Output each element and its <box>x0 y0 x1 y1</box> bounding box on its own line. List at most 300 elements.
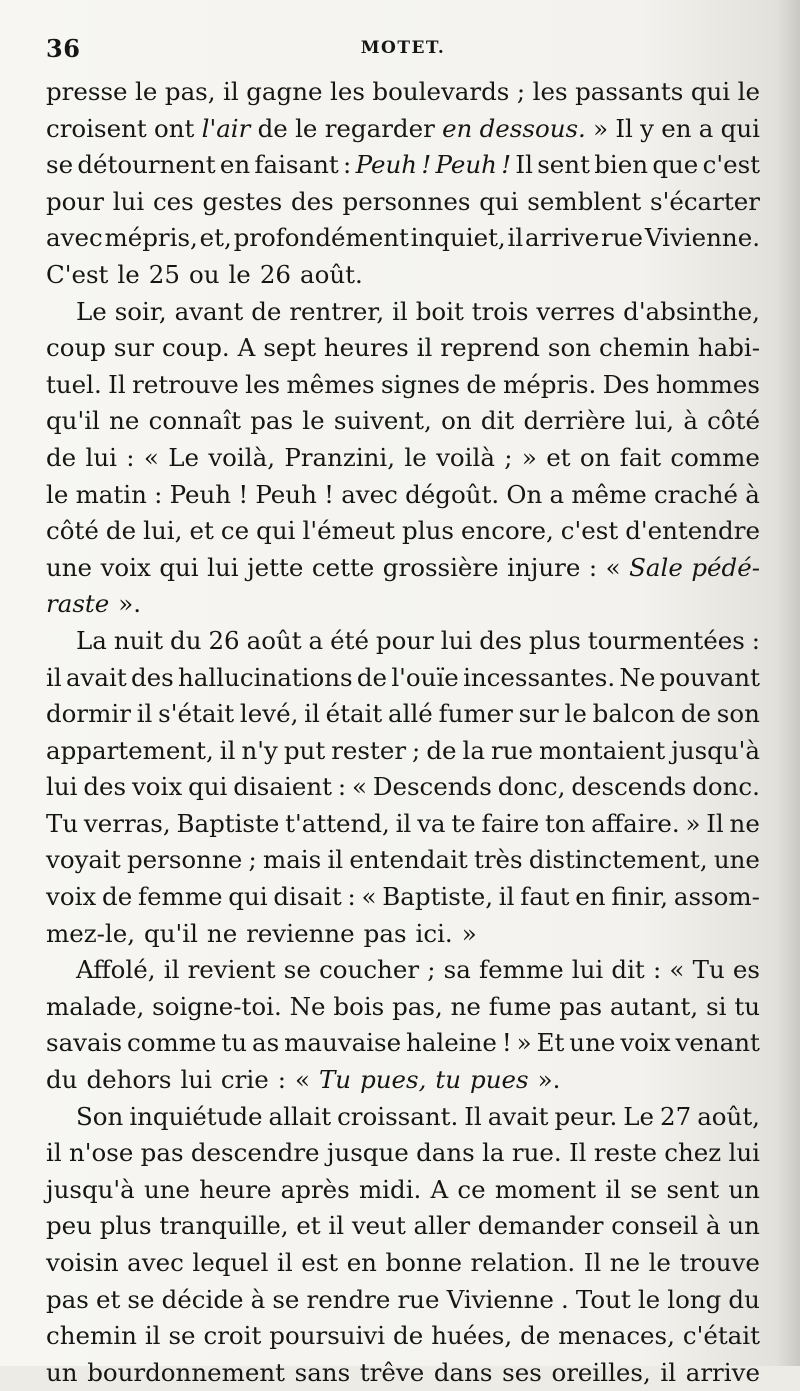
word: tranquille, <box>159 1211 289 1241</box>
word: trouve <box>679 1248 760 1277</box>
word: plus <box>402 516 454 546</box>
word: Baptiste <box>176 808 280 838</box>
word: pas <box>140 1138 184 1168</box>
word: rentrer, <box>289 296 385 326</box>
word: Et <box>536 1028 565 1058</box>
word: verres <box>536 296 616 326</box>
word: il <box>219 735 236 765</box>
word: rue <box>397 1284 440 1314</box>
word: qu'il <box>46 406 100 436</box>
word: croissant. <box>337 1101 459 1131</box>
word: sur <box>113 333 154 363</box>
word: dans <box>433 1357 493 1387</box>
word: qui <box>228 882 268 912</box>
word: allé <box>388 699 433 729</box>
text-line <box>46 1355 760 1391</box>
word: bonne <box>385 1248 462 1277</box>
word: et, <box>199 223 232 253</box>
word: rue <box>601 223 644 253</box>
word: l'air <box>201 113 251 143</box>
word: allait <box>268 1101 332 1131</box>
word: dessous. <box>479 113 586 143</box>
word: le <box>295 113 318 143</box>
word: nuit <box>113 625 164 655</box>
word: peur. <box>554 1101 618 1131</box>
word: le <box>648 1248 671 1277</box>
word: dit <box>480 406 515 436</box>
word: hommes <box>655 369 760 399</box>
word: le <box>117 259 140 289</box>
word: poursuivi <box>269 1321 386 1351</box>
word: est <box>301 1248 339 1277</box>
word: long <box>667 1284 722 1314</box>
word: mépris. <box>502 369 597 399</box>
word: Le <box>623 1101 655 1131</box>
word: arrive <box>685 1357 760 1387</box>
word: donc. <box>692 772 760 802</box>
word: ici. <box>415 918 453 948</box>
word: des <box>291 186 334 216</box>
word: n'ose <box>69 1138 134 1168</box>
word: il <box>507 223 524 253</box>
text-line <box>46 1062 760 1099</box>
word: des <box>479 625 522 655</box>
word: en <box>219 150 251 180</box>
word: le <box>46 479 69 509</box>
text-line <box>46 330 760 367</box>
text-line <box>46 74 760 111</box>
text-line <box>46 842 760 879</box>
word: : <box>337 772 347 802</box>
word: sent <box>537 150 590 180</box>
word: c'est <box>560 516 619 546</box>
word: Tout <box>575 1284 631 1314</box>
word: même <box>571 479 647 509</box>
word: Il <box>583 1248 602 1277</box>
word: a <box>308 625 324 655</box>
word: ne <box>450 991 481 1021</box>
word: du <box>170 625 202 655</box>
word: s'était <box>158 699 235 729</box>
word: autant, <box>609 991 699 1021</box>
word: Il <box>108 369 126 399</box>
word: de <box>680 699 712 729</box>
word: les <box>329 77 365 106</box>
text-line <box>46 1245 760 1282</box>
word: avec <box>127 1248 184 1277</box>
word: » <box>516 1028 532 1058</box>
word: gagne <box>246 77 323 106</box>
word: descendre <box>190 1138 320 1168</box>
word: pues <box>470 1065 529 1095</box>
word: ! <box>421 150 432 180</box>
word: ou <box>188 259 220 289</box>
word: de <box>356 662 388 692</box>
word: venant <box>675 1028 760 1058</box>
word: ce <box>220 516 250 546</box>
word: femme <box>479 955 564 985</box>
word: « <box>351 772 367 802</box>
word: . <box>561 1284 569 1314</box>
word: heures <box>323 333 409 363</box>
word: A <box>237 333 256 363</box>
word: se <box>168 1321 196 1351</box>
text-line <box>46 623 760 660</box>
word: été <box>330 625 369 655</box>
word: Il <box>515 150 533 180</box>
word: moment <box>494 1174 597 1204</box>
word: voix <box>620 1028 671 1058</box>
word: ne <box>206 918 238 948</box>
word: pas <box>250 406 294 436</box>
word: les <box>532 77 568 106</box>
word: haleine <box>406 1028 497 1058</box>
text-line <box>46 220 760 257</box>
word: faire <box>481 808 540 838</box>
word: descends <box>571 772 687 802</box>
word: mauvaise <box>284 1028 402 1058</box>
word: se <box>46 150 74 180</box>
word: raste <box>46 589 110 619</box>
word: coup <box>46 333 106 363</box>
word: s'écarter <box>650 186 760 216</box>
word: entendait <box>349 845 468 875</box>
word: grossière <box>382 552 499 582</box>
word: croisent <box>46 113 147 143</box>
word: une <box>46 552 93 582</box>
word: ; <box>248 845 257 875</box>
word: dormir <box>46 699 131 729</box>
word: rue <box>491 735 533 765</box>
word: du <box>728 1284 760 1314</box>
word: bois <box>333 991 385 1021</box>
word: presse <box>46 77 128 106</box>
word: dans <box>416 1138 475 1168</box>
word: ». <box>118 589 142 619</box>
word: distinctement, <box>528 845 708 875</box>
word: 26 <box>259 259 291 289</box>
word: il <box>392 296 408 326</box>
word: a <box>698 113 714 143</box>
word: pas <box>363 918 407 948</box>
word: il <box>144 1321 161 1351</box>
word: son <box>547 333 592 363</box>
word: malade, <box>46 991 145 1021</box>
word: Peuh <box>169 479 232 509</box>
text-line <box>46 440 760 477</box>
word: du <box>46 1065 78 1095</box>
word: se <box>283 955 311 985</box>
word: il <box>416 333 433 363</box>
word: Le <box>76 296 107 326</box>
word: voix <box>131 772 183 802</box>
word: en <box>442 113 473 143</box>
word: le <box>228 259 251 289</box>
word: » <box>685 808 701 838</box>
word: son <box>716 699 760 729</box>
word: le <box>737 77 760 106</box>
word: en <box>575 882 606 912</box>
word: un <box>728 1174 760 1204</box>
word: qui <box>256 516 296 546</box>
word: lui <box>112 186 145 216</box>
word: conseil <box>611 1211 699 1241</box>
word: y <box>640 113 654 143</box>
word: » <box>593 113 609 143</box>
word: bourdonnement <box>87 1357 285 1387</box>
word: Descends <box>372 772 492 802</box>
word: revienne <box>246 918 355 948</box>
word: chez <box>664 1138 722 1168</box>
word: passants <box>575 77 684 106</box>
word: connaît <box>148 406 241 436</box>
word: a <box>549 479 565 509</box>
word: donc, <box>497 772 566 802</box>
text-line <box>46 1282 760 1319</box>
word: jusqu'à <box>46 1174 135 1204</box>
text-line <box>46 477 760 514</box>
text-line <box>46 660 760 697</box>
word: voisin <box>46 1248 119 1277</box>
word: dégoût. <box>405 479 500 509</box>
word: « <box>669 955 685 985</box>
word: sans <box>294 1357 351 1387</box>
word: heure <box>199 1174 272 1204</box>
word: un <box>46 1357 78 1387</box>
word: Baptiste, <box>382 882 493 912</box>
word: le <box>135 77 158 106</box>
word: verras, <box>83 808 171 838</box>
word: ce <box>457 1174 486 1204</box>
word: c'était <box>682 1321 760 1351</box>
word: retrouve <box>132 369 239 399</box>
word: profondément <box>233 223 409 253</box>
text-line <box>46 1172 760 1209</box>
word: de <box>46 442 77 472</box>
word: Peuh <box>355 150 418 180</box>
word: coucher <box>319 955 420 985</box>
word: Il <box>464 1101 482 1131</box>
word: ! <box>501 1028 512 1058</box>
word: n'y <box>241 735 278 765</box>
word: Vivienne <box>446 1284 554 1314</box>
word: disaient <box>233 772 332 802</box>
word: qu'il <box>144 918 198 948</box>
word: faisant <box>254 150 339 180</box>
word: rendre <box>306 1284 391 1314</box>
text-line <box>46 696 760 733</box>
word: gestes <box>202 186 283 216</box>
word: l'ouïe <box>391 662 459 692</box>
word: avec <box>46 223 103 253</box>
word: pas <box>46 1284 89 1314</box>
word: plus <box>99 1211 152 1241</box>
word: à <box>706 1211 721 1241</box>
word: Il <box>706 808 724 838</box>
word: en <box>661 113 692 143</box>
word: Peuh <box>435 150 497 180</box>
word: tourmentées <box>587 625 745 655</box>
word: lequel <box>192 1248 269 1277</box>
word: rester <box>331 735 407 765</box>
word: à <box>745 479 760 509</box>
word: encore, <box>460 516 554 546</box>
word: Ne <box>289 991 326 1021</box>
word: une <box>143 1174 191 1204</box>
word: ne <box>109 406 140 436</box>
word: On <box>506 479 543 509</box>
word: Il <box>615 113 633 143</box>
word: le <box>404 442 427 472</box>
word: Pranzini, <box>284 442 396 472</box>
word: il <box>223 77 239 106</box>
word: des <box>130 662 174 692</box>
word: il <box>327 845 344 875</box>
word: Des <box>602 369 650 399</box>
word: se <box>272 1284 300 1314</box>
word: il <box>328 1211 345 1241</box>
word: une <box>713 845 760 875</box>
word: hallucinations <box>178 662 353 692</box>
word: lui <box>440 625 473 655</box>
word: matin <box>75 479 147 509</box>
text-line <box>46 916 760 953</box>
word: personnes <box>342 186 471 216</box>
word: huées, <box>431 1321 513 1351</box>
word: décide <box>161 1284 244 1314</box>
word: La <box>76 625 107 655</box>
word: très <box>473 845 523 875</box>
word: à <box>683 406 698 436</box>
word: appartement, <box>46 735 214 765</box>
word: 27 <box>660 1101 692 1131</box>
word: Tu <box>46 808 79 838</box>
word: c'est <box>702 150 760 180</box>
word: voilà, <box>208 442 275 472</box>
text-line <box>46 586 760 623</box>
word: août, <box>697 1101 760 1131</box>
word: trois <box>471 296 529 326</box>
word: « <box>605 552 621 582</box>
word: regarder <box>324 113 435 143</box>
word: l'émeut <box>302 516 395 546</box>
word: soir, <box>114 296 167 326</box>
text-line <box>46 513 760 550</box>
word: ! <box>501 150 512 180</box>
word: : <box>343 150 352 180</box>
word: es <box>732 955 760 985</box>
word: tuel. <box>46 369 102 399</box>
word: il <box>660 1357 677 1387</box>
word: avant <box>174 296 244 326</box>
word: fumer <box>438 699 513 729</box>
word: le <box>637 1284 661 1314</box>
word: mêmes <box>286 369 375 399</box>
word: cette <box>311 552 375 582</box>
word: de <box>466 369 497 399</box>
word: ! <box>238 479 249 509</box>
word: de <box>257 113 288 143</box>
word: rue. <box>511 1138 562 1168</box>
word: tu <box>435 1065 462 1095</box>
word: ». <box>537 1065 561 1095</box>
word: menaces, <box>558 1321 675 1351</box>
word: pas, <box>392 991 443 1021</box>
word: il <box>304 699 320 729</box>
word: de <box>426 735 457 765</box>
word: il <box>163 955 180 985</box>
word: lui <box>180 1065 212 1095</box>
word: ; <box>412 735 421 765</box>
word: C'est <box>46 259 109 289</box>
word: pédé- <box>691 552 760 582</box>
word: il <box>395 808 412 838</box>
word: la <box>462 735 485 765</box>
word: 26 <box>208 625 240 655</box>
word: pour <box>375 625 434 655</box>
word: Peuh <box>255 479 317 509</box>
word: après <box>280 1174 350 1204</box>
text-line <box>46 1025 760 1062</box>
word: et <box>296 1211 321 1241</box>
text-line <box>46 147 760 184</box>
word: pues, <box>360 1065 427 1095</box>
word: trêve <box>359 1357 425 1387</box>
word: revient <box>187 955 276 985</box>
word: demander <box>477 1211 604 1241</box>
word: : <box>652 955 662 985</box>
word: il <box>46 662 62 692</box>
word: le <box>302 406 325 436</box>
word: qui <box>479 186 519 216</box>
page-number: 36 <box>46 34 81 63</box>
text-line <box>46 879 760 916</box>
word: ; <box>427 955 436 985</box>
text-line <box>46 257 760 294</box>
word: les <box>245 369 281 399</box>
word: sa <box>443 955 471 985</box>
word: boulevards <box>372 77 510 106</box>
word: il <box>46 1138 62 1168</box>
word: lui <box>207 552 239 582</box>
word: Tu <box>692 955 725 985</box>
word: veut <box>351 1211 406 1241</box>
word: avec <box>341 479 398 509</box>
word: sept <box>263 333 316 363</box>
word: « <box>143 442 159 472</box>
word: chemin <box>598 333 690 363</box>
word: de <box>251 296 282 326</box>
text-line <box>46 733 760 770</box>
text-line <box>46 550 760 587</box>
word: ton <box>545 808 586 838</box>
word: » <box>521 442 537 472</box>
word: détournent <box>77 150 216 180</box>
word: pas <box>559 991 603 1021</box>
word: lui <box>46 772 78 802</box>
word: : <box>154 479 163 509</box>
word: : <box>347 882 356 912</box>
word: Ne <box>619 662 656 692</box>
word: croit <box>203 1321 262 1351</box>
word: ; <box>504 442 513 472</box>
word: » <box>461 918 477 948</box>
word: semblent <box>527 186 642 216</box>
word: il <box>605 1174 622 1204</box>
word: aller <box>413 1211 471 1241</box>
word: se <box>630 1174 658 1204</box>
word: A <box>430 1174 449 1204</box>
